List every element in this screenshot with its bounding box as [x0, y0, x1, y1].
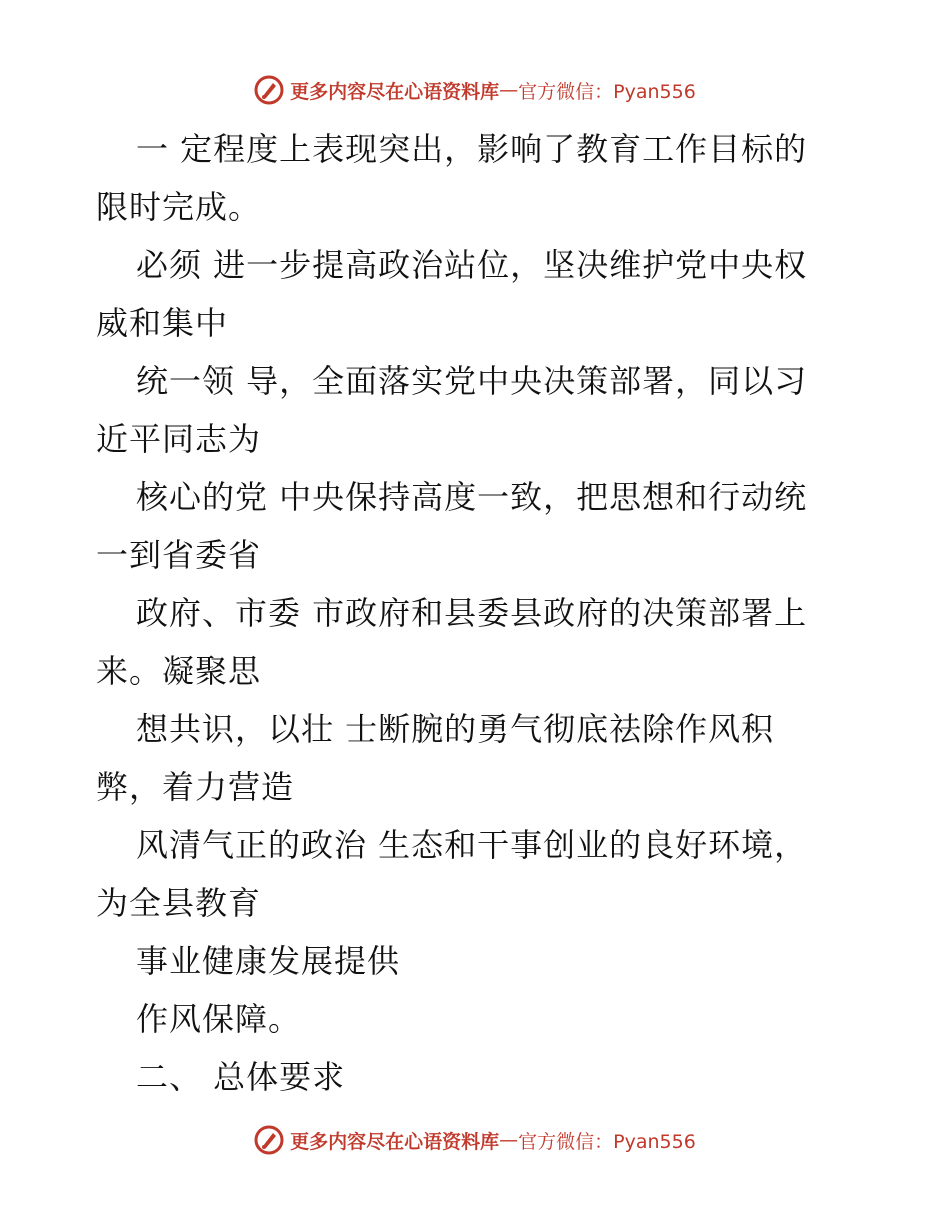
- text-line-12: 弊，着力营造: [96, 768, 295, 806]
- text-line-11: 想共识，以壮 士断腕的勇气彻底祛除作风积: [136, 710, 775, 748]
- text-line-10: 来。凝聚思: [96, 652, 262, 690]
- pen-nib-logo-icon: [254, 75, 284, 105]
- document-body: [96, 120, 856, 1106]
- text-line-7: 核心的党 中央保持高度一致，把思想和行动统: [136, 478, 808, 516]
- text-line-9: 政府、市委 市政府和县委县政府的决策部署上: [136, 594, 808, 632]
- pen-nib-logo-icon: [254, 1125, 284, 1155]
- text-line-13: 风清气正的政治 生态和干事创业的良好环境，: [136, 826, 808, 864]
- banner-separator: —: [499, 79, 519, 101]
- text-line-14: 为全县教育: [96, 884, 262, 922]
- footer-banner: [0, 1120, 950, 1160]
- banner-wechat: 官方微信：Pyan556: [518, 80, 696, 103]
- text-line-15: 事业健康发展提供: [136, 942, 401, 980]
- header-banner: [0, 70, 950, 110]
- text-line-3: 必须 进一步提高政治站位，坚决维护党中央权: [136, 246, 808, 284]
- banner-title: 更多内容尽在心语资料库: [290, 1130, 500, 1153]
- text-line-16: 作风保障。: [136, 1000, 302, 1038]
- text-line-1: 一 定程度上表现突出，影响了教育工作目标的: [136, 130, 808, 168]
- text-line-8: 一到省委省: [96, 536, 262, 574]
- section-heading: 二、 总体要求: [136, 1058, 346, 1096]
- text-line-5: 统一领 导，全面落实党中央决策部署，同以习: [136, 362, 808, 400]
- banner-title: 更多内容尽在心语资料库: [290, 80, 500, 103]
- text-line-6: 近平同志为: [96, 420, 262, 458]
- banner-wechat: 官方微信：Pyan556: [518, 1130, 696, 1153]
- text-line-2: 限时完成。: [96, 188, 262, 226]
- banner-separator: —: [499, 1129, 519, 1151]
- text-line-4: 威和集中: [96, 304, 229, 342]
